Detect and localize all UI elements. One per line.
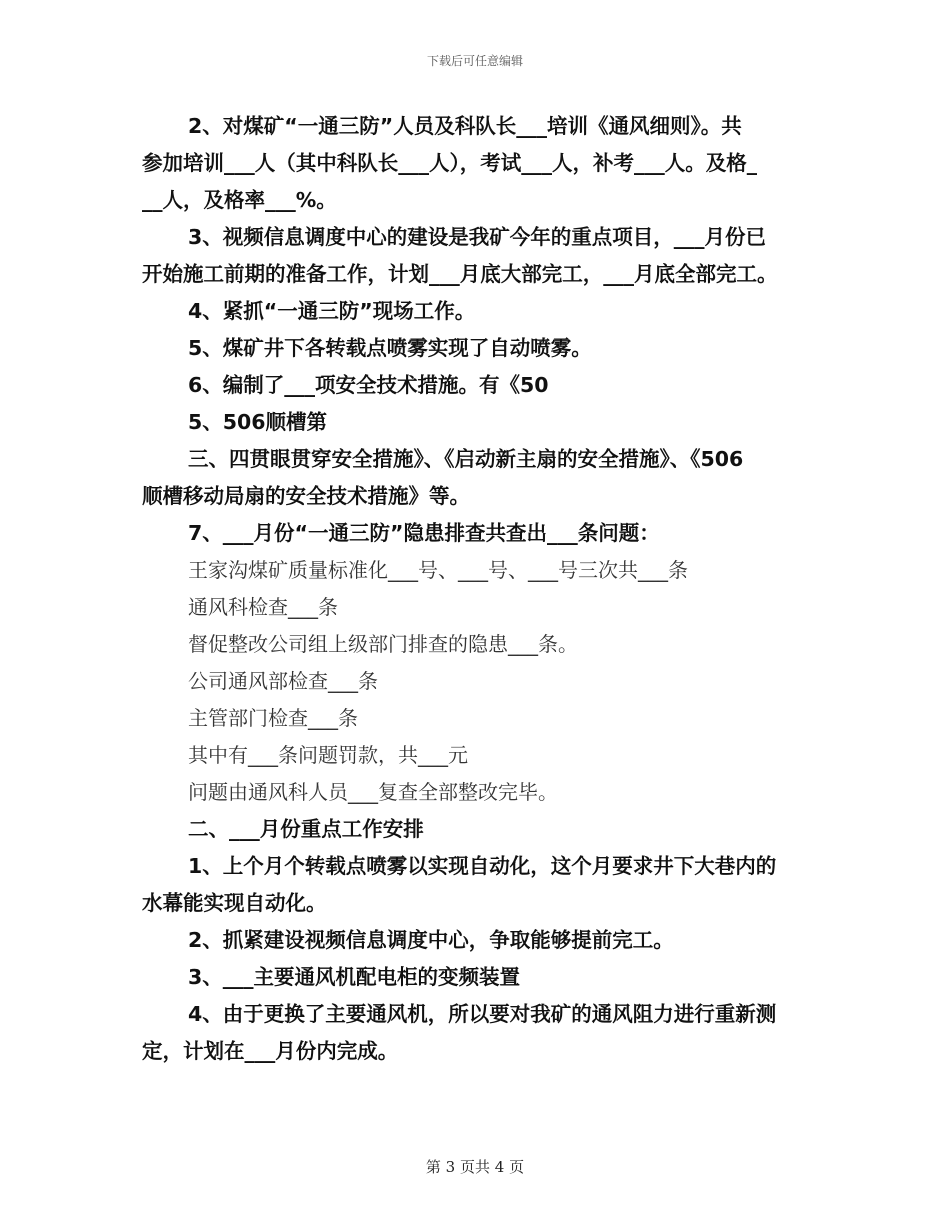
list-item: 督促整改公司组上级部门排查的隐患___条。 xyxy=(188,632,578,656)
paragraph-line: 参加培训___人（其中科队长___人），考试___人，补考___人。及格_ xyxy=(142,151,757,175)
paragraph-line: __人，及格率___%。 xyxy=(142,188,337,212)
paragraph-line: 3、视频信息调度中心的建设是我矿今年的重点项目，___月份已 xyxy=(188,225,767,249)
paragraph-line: 6、编制了___项安全技术措施。有《50 xyxy=(188,373,549,397)
paragraph-line: 水幕能实现自动化。 xyxy=(142,891,327,915)
paragraph-line: 2、对煤矿“一通三防”人员及科队长___培训《通风细则》。共 xyxy=(188,114,742,138)
page-number: 第 3 页共 4 页 xyxy=(425,1158,525,1176)
paragraph-line: 5、煤矿井下各转载点喷雾实现了自动喷雾。 xyxy=(188,336,592,360)
paragraph-line: 开始施工前期的准备工作，计划___月底大部完工，___月底全部完工。 xyxy=(142,262,778,286)
paragraph-line: 顺槽移动局扇的安全技术措施》等。 xyxy=(142,484,470,508)
list-item: 王家沟煤矿质量标准化___号、___号、___号三次共___条 xyxy=(188,558,688,582)
paragraph-line: 三、四贯眼贯穿安全措施》、《启动新主扇的安全措施》、《506 xyxy=(188,447,744,471)
paragraph-line: 定，计划在___月份内完成。 xyxy=(142,1039,399,1063)
list-item: 主管部门检查___条 xyxy=(188,706,358,730)
list-item: 公司通风部检查___条 xyxy=(188,669,378,693)
paragraph-line: 3、___主要通风机配电柜的变频装置 xyxy=(188,965,521,989)
list-item: 其中有___条问题罚款，共___元 xyxy=(188,743,468,767)
paragraph-line: 1、上个月个转载点喷雾以实现自动化，这个月要求井下大巷内的 xyxy=(188,854,777,878)
paragraph-line: 4、由于更换了主要通风机，所以要对我矿的通风阻力进行重新测 xyxy=(188,1002,777,1026)
list-item: 通风科检查___条 xyxy=(188,595,338,619)
list-item: 问题由通风科人员___复查全部整改完毕。 xyxy=(188,780,558,804)
paragraph-line: 5、506顺槽第 xyxy=(188,410,328,434)
section-heading: 二、___月份重点工作安排 xyxy=(188,817,424,841)
paragraph-line: 7、___月份“一通三防”隐患排查共查出___条问题： xyxy=(188,521,660,545)
paragraph-line: 4、紧抓“一通三防”现场工作。 xyxy=(188,299,476,323)
page-header: 下载后可任意编辑 xyxy=(426,54,523,68)
paragraph-line: 2、抓紧建设视频信息调度中心，争取能够提前完工。 xyxy=(188,928,674,952)
